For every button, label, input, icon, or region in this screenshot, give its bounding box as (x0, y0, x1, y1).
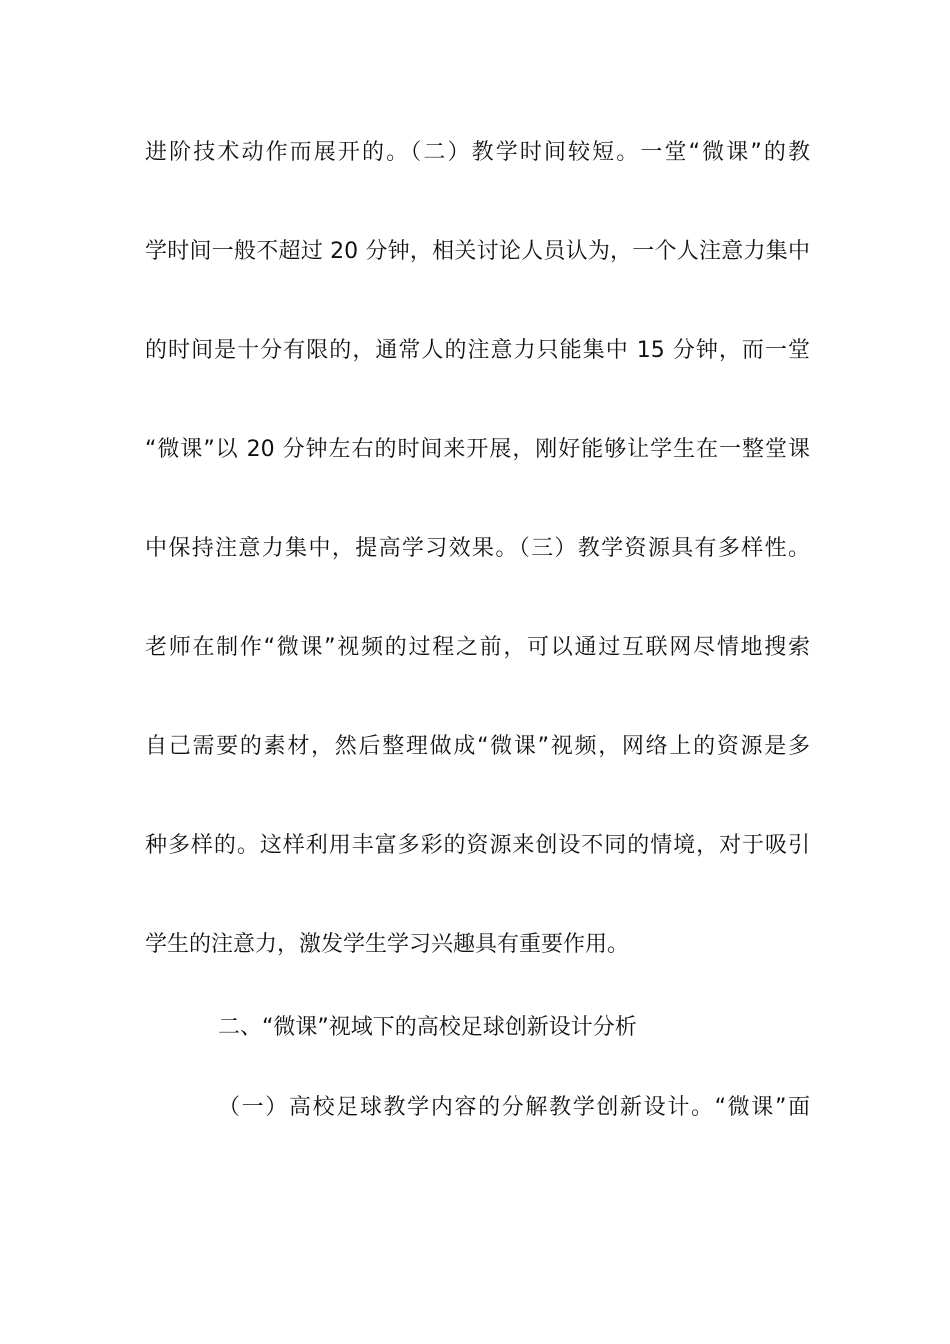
paragraph-line: 学时间一般不超过 20 分钟，相关讨论人员认为，一个人注意力集中 (145, 239, 810, 264)
paragraph-line: 的时间是十分有限的，通常人的注意力只能集中 15 分钟，而一堂 (145, 338, 810, 363)
paragraph-line: “微课”以 20 分钟左右的时间来开展，刚好能够让学生在一整堂课 (145, 437, 810, 462)
paragraph-line: 自己需要的素材，然后整理做成“微课”视频，网络上的资源是多 (145, 734, 810, 759)
paragraph-line: 学生的注意力，激发学生学习兴趣具有重要作用。 (145, 932, 630, 957)
section-subheading: （一）高校足球教学内容的分解教学创新设计。“微课”面 (218, 1095, 810, 1120)
section-heading: 二、“微课”视域下的高校足球创新设计分析 (218, 1015, 637, 1040)
paragraph-line: 老师在制作“微课”视频的过程之前，可以通过互联网尽情地搜索 (145, 635, 810, 660)
paragraph-line: 进阶技术动作而展开的。（二）教学时间较短。一堂“微课”的教 (145, 140, 810, 165)
paragraph-line: 种多样的。这样利用丰富多彩的资源来创设不同的情境，对于吸引 (145, 833, 810, 858)
paragraph-line: 中保持注意力集中，提高学习效果。（三）教学资源具有多样性。 (145, 536, 810, 561)
